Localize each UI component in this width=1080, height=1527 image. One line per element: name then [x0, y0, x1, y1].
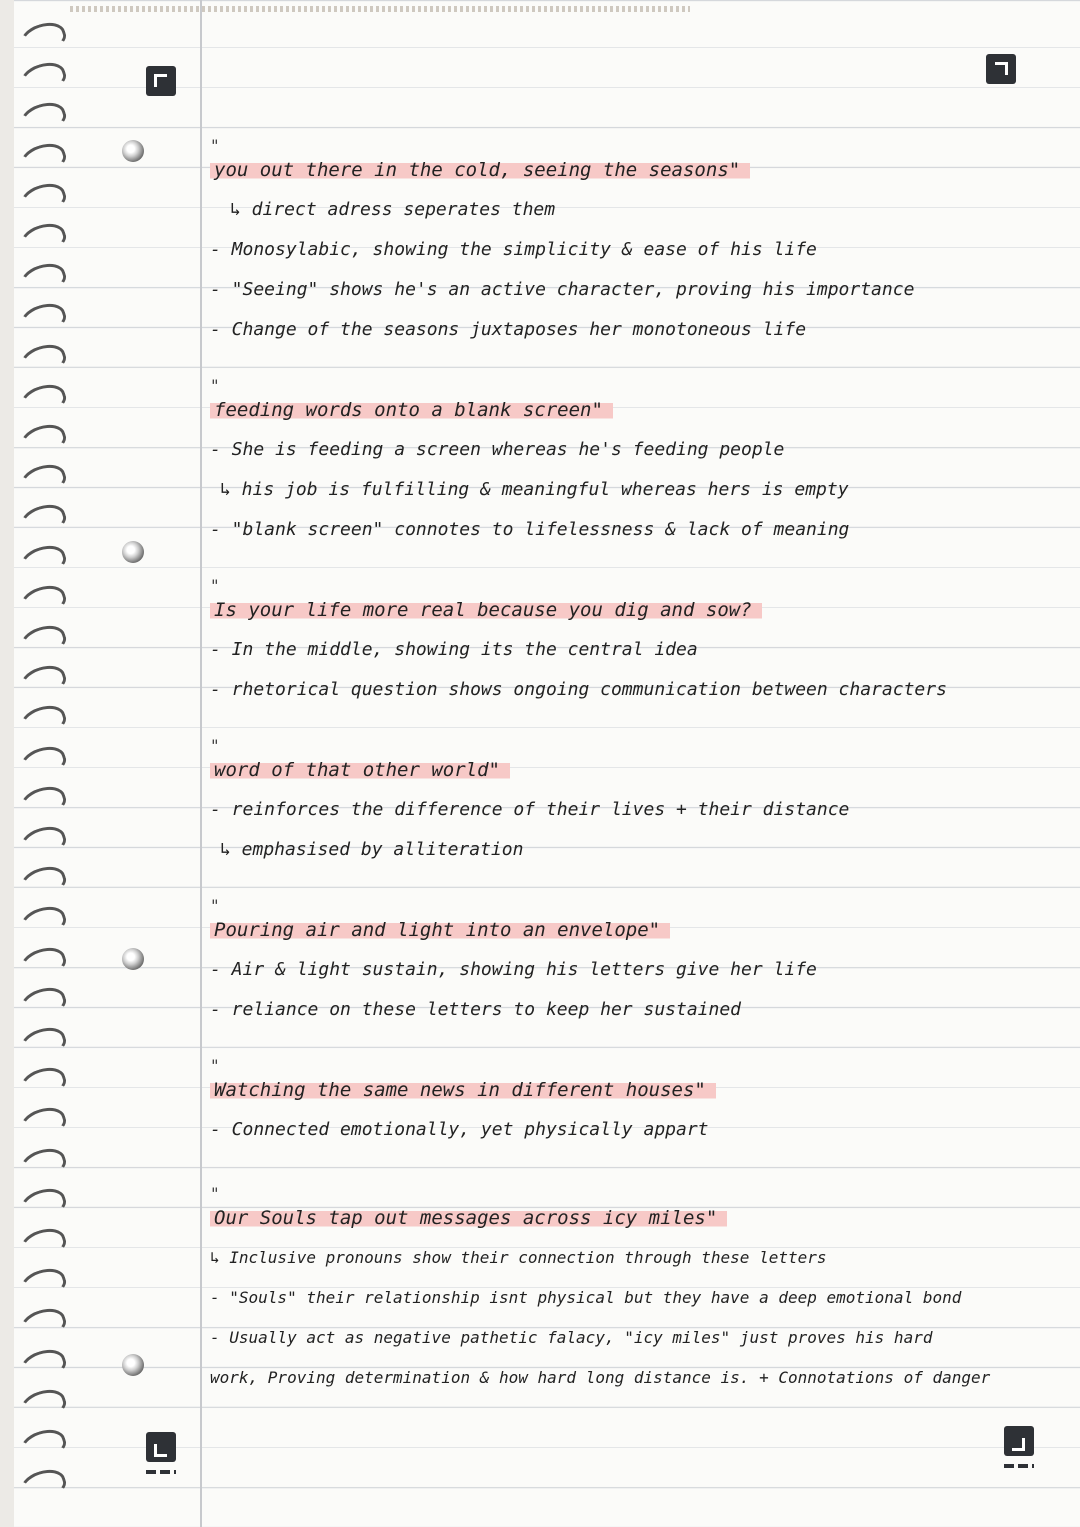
spiral-coil [17, 862, 69, 903]
spiral-coil [17, 138, 69, 179]
spiral-coil [17, 822, 69, 863]
note-line: work, Proving determination & how hard long distance is. + Connotations of danger [210, 1368, 991, 1387]
note-line: ↳ direct adress seperates them [230, 199, 556, 220]
open-quote-mark: " [210, 896, 220, 915]
spiral-coil [17, 741, 69, 782]
spiral-coil [17, 580, 69, 621]
note-line: - Connected emotionally, yet physically appart [210, 1119, 709, 1140]
spiral-coil [17, 339, 69, 380]
spiral-coil [17, 1143, 69, 1184]
corner-bracket-icon [1004, 1426, 1034, 1456]
spiral-coil [17, 1304, 69, 1345]
note-line: - She is feeding a screen whereas he's feeding people [210, 439, 785, 460]
spiral-coil [17, 178, 69, 219]
spiral-coil [17, 982, 69, 1023]
corner-marker-dots [1004, 1464, 1034, 1468]
corner-bracket-icon [146, 66, 176, 96]
note-line: - rhetorical question shows ongoing communication between characters [210, 679, 947, 700]
spiral-binding-icon [14, 24, 70, 1514]
spiral-coil [17, 18, 69, 59]
punch-hole [122, 541, 144, 563]
spiral-coil [17, 379, 69, 420]
note-line: - In the middle, showing its the central idea [210, 639, 698, 660]
corner-marker-dots [146, 1470, 176, 1474]
section-quote: word of that other world" [210, 759, 510, 781]
note-line: - "Seeing" shows he's an active character, proving his importance [210, 279, 915, 300]
note-line: ↳ Inclusive pronouns show their connection through these letters [210, 1248, 827, 1267]
section-quote: Pouring air and light into an envelope" [210, 919, 670, 941]
punch-hole [122, 1354, 144, 1376]
open-quote-mark: " [210, 1056, 220, 1075]
corner-bracket-icon [986, 54, 1016, 84]
spiral-coil [17, 1465, 69, 1506]
note-line: - Monosylabic, showing the simplicity & ease of his life [210, 239, 817, 260]
section-quote: Is your life more real because you dig and sow? [210, 599, 762, 621]
corner-bracket-icon [146, 1432, 176, 1462]
spiral-coil [17, 1425, 69, 1466]
note-line: ↳ emphasised by alliteration [220, 839, 524, 860]
notebook-page [14, 0, 1080, 1527]
spiral-coil [17, 540, 69, 581]
spiral-coil [17, 942, 69, 983]
punch-hole [122, 140, 144, 162]
spiral-coil [17, 219, 69, 260]
spiral-coil [17, 621, 69, 662]
spiral-coil [17, 1384, 69, 1425]
open-quote-mark: " [210, 376, 220, 395]
section-quote: Our Souls tap out messages across icy miles" [210, 1207, 727, 1229]
open-quote-mark: " [210, 1184, 220, 1203]
spiral-coil [17, 1103, 69, 1144]
spiral-coil [17, 701, 69, 742]
note-line: - "Souls" their relationship isnt physical but they have a deep emotional bond [210, 1288, 962, 1307]
section-quote: feeding words onto a blank screen" [210, 399, 613, 421]
open-quote-mark: " [210, 136, 220, 155]
note-line: - "blank screen" connotes to lifelessness & lack of meaning [210, 519, 850, 540]
spiral-coil [17, 1264, 69, 1305]
spiral-coil [17, 781, 69, 822]
spiral-coil [17, 259, 69, 300]
spiral-coil [17, 420, 69, 461]
page-top-border [70, 6, 690, 12]
spiral-coil [17, 661, 69, 702]
note-line: - reliance on these letters to keep her sustained [210, 999, 742, 1020]
note-line: - Change of the seasons juxtaposes her monotoneous life [210, 319, 807, 340]
note-line: - reinforces the difference of their lives + their distance [210, 799, 850, 820]
spiral-coil [17, 299, 69, 340]
open-quote-mark: " [210, 736, 220, 755]
spiral-coil [17, 1183, 69, 1224]
spiral-coil [17, 500, 69, 541]
spiral-coil [17, 58, 69, 99]
section-quote: you out there in the cold, seeing the seasons" [210, 159, 750, 181]
note-line: - Air & light sustain, showing his letters give her life [210, 959, 817, 980]
section-quote: Watching the same news in different houses" [210, 1079, 716, 1101]
punch-hole [122, 948, 144, 970]
spiral-coil [17, 460, 69, 501]
spiral-coil [17, 1063, 69, 1104]
spiral-coil [17, 98, 69, 139]
spiral-coil [17, 902, 69, 943]
spiral-coil [17, 1224, 69, 1265]
spiral-coil [17, 1344, 69, 1385]
open-quote-mark: " [210, 576, 220, 595]
note-line: ↳ his job is fulfilling & meaningful whereas hers is empty [220, 479, 849, 500]
note-line: - Usually act as negative pathetic falacy, "icy miles" just proves his hard [210, 1328, 933, 1347]
spiral-coil [17, 1023, 69, 1064]
margin-line [200, 0, 202, 1527]
